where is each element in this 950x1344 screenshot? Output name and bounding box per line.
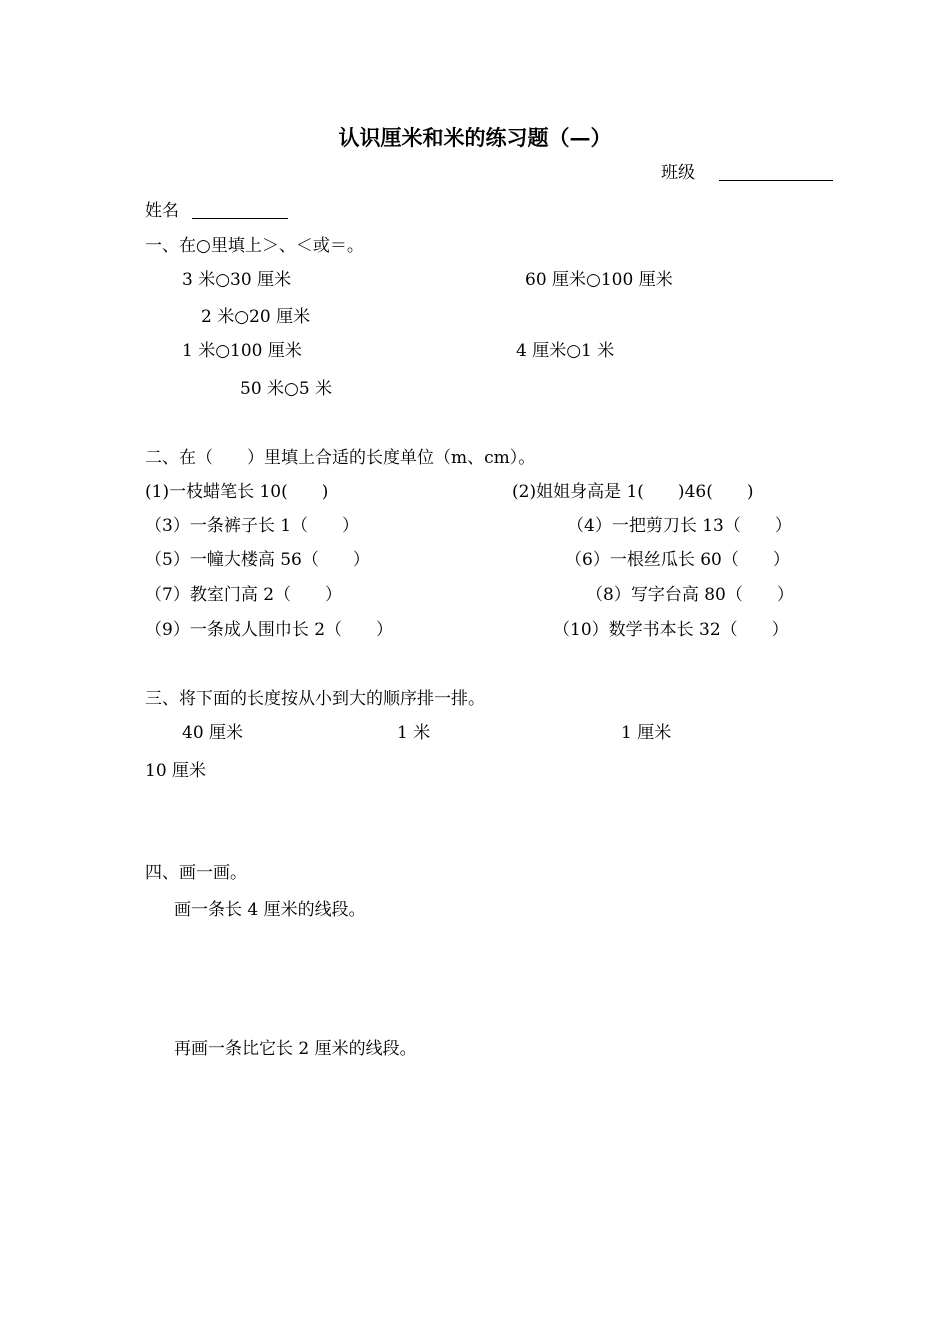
length-item: 40 厘米 <box>182 723 244 743</box>
compare-item: 3 米○30 厘米 <box>182 270 292 290</box>
unit-item: （9）一条成人围巾长 2（ ） <box>145 620 394 640</box>
compare-item: 50 米○5 米 <box>240 379 333 399</box>
unit-item: (2)姐姐身高是 1( )46( ) <box>512 482 754 502</box>
section3-heading: 三、将下面的长度按从小到大的顺序排一排。 <box>145 689 485 709</box>
name-label: 姓名 <box>145 201 179 221</box>
unit-item: (1)一枝蜡笔长 10( ) <box>145 482 329 502</box>
draw-task-2: 再画一条比它长 2 厘米的线段。 <box>174 1039 417 1059</box>
name-field[interactable] <box>192 218 288 219</box>
unit-item: （6）一根丝瓜长 60（ ） <box>565 550 790 570</box>
unit-item: （3）一条裤子长 1（ ） <box>145 516 360 536</box>
unit-item: （10）数学书本长 32（ ） <box>553 620 789 640</box>
compare-item: 60 厘米○100 厘米 <box>525 270 673 290</box>
class-field[interactable] <box>719 180 833 181</box>
length-item: 10 厘米 <box>145 761 207 781</box>
compare-item: 4 厘米○1 米 <box>516 341 615 361</box>
section4-heading: 四、画一画。 <box>145 863 247 883</box>
draw-task-1: 画一条长 4 厘米的线段。 <box>174 900 366 920</box>
length-item: 1 厘米 <box>621 723 672 743</box>
compare-item: 2 米○20 厘米 <box>201 307 311 327</box>
section1-heading: 一、在○里填上＞、＜或＝。 <box>145 236 364 256</box>
compare-item: 1 米○100 厘米 <box>182 341 302 361</box>
unit-item: （5）一幢大楼高 56（ ） <box>145 550 370 570</box>
length-item: 1 米 <box>397 723 431 743</box>
section2-heading: 二、在（ ）里填上合适的长度单位（m、cm）。 <box>145 448 536 468</box>
page-title: 认识厘米和米的练习题（—） <box>338 125 612 150</box>
unit-item: （4）一把剪刀长 13（ ） <box>567 516 792 536</box>
unit-item: （8）写字台高 80（ ） <box>586 585 794 605</box>
unit-item: （7）教室门高 2（ ） <box>145 585 343 605</box>
class-label: 班级 <box>661 163 695 183</box>
